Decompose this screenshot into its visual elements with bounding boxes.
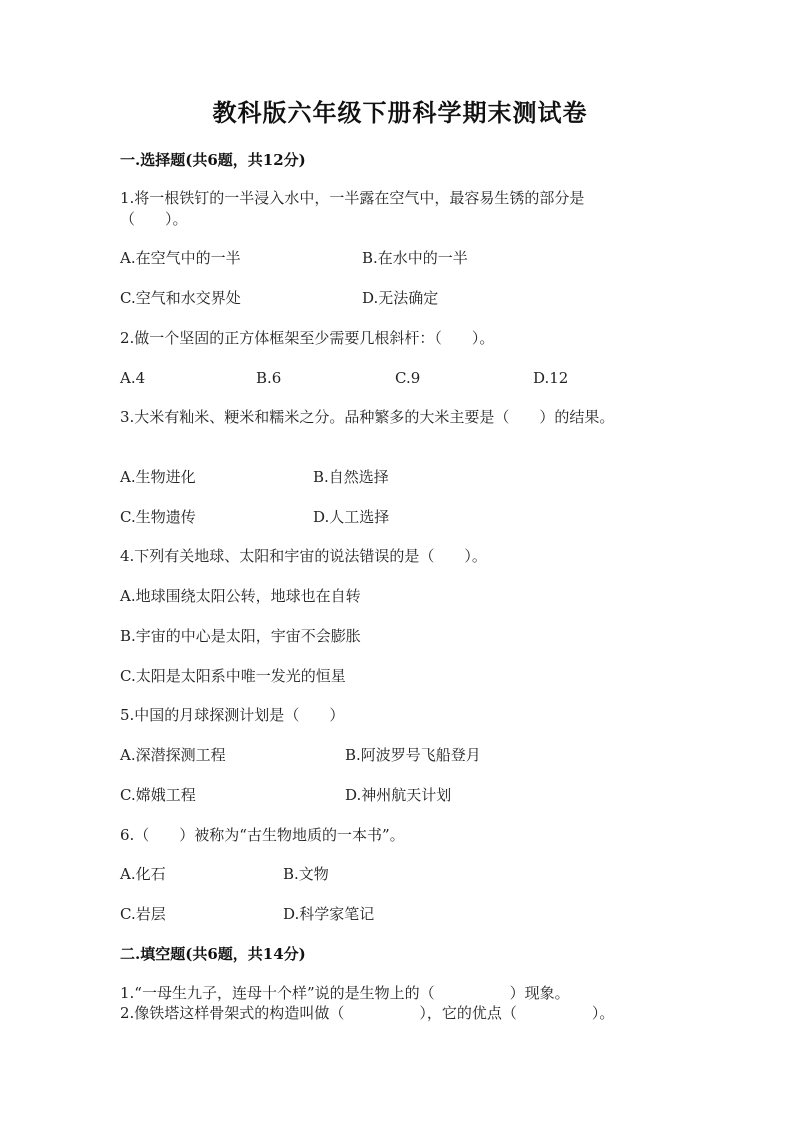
question-1-stem-cont: （ ）。: [120, 210, 188, 228]
question-3-option-b: B.自然选择: [313, 468, 389, 486]
question-1-option-b: B.在水中的一半: [362, 249, 468, 267]
question-5-option-a: A.深潜探测工程: [120, 746, 226, 764]
fill-question-1: 1.“一母生九子，连母十个样”说的是生物上的（ ）现象。: [120, 984, 570, 1002]
section-heading-fill-in: 二.填空题(共6题，共14分): [120, 945, 306, 963]
question-1-option-d: D.无法确定: [362, 289, 439, 307]
question-6-stem: 6.（ ）被称为“古生物地质的一本书”。: [120, 826, 405, 844]
question-1-option-a: A.在空气中的一半: [120, 249, 241, 267]
question-4-option-c: C.太阳是太阳系中唯一发光的恒星: [120, 667, 346, 685]
question-3-option-c: C.生物遗传: [120, 508, 196, 526]
question-5-stem: 5.中国的月球探测计划是（ ）: [120, 706, 345, 724]
question-2-option-d: D.12: [533, 369, 569, 387]
exam-title: 教科版六年级下册科学期末测试卷: [212, 98, 588, 127]
question-6-option-d: D.科学家笔记: [283, 905, 375, 923]
question-1-option-c: C.空气和水交界处: [120, 289, 241, 307]
question-6-option-c: C.岩层: [120, 905, 166, 923]
question-6-option-b: B.文物: [283, 865, 329, 883]
question-3-stem: 3.大米有籼米、粳米和糯米之分。品种繁多的大米主要是（ ）的结果。: [120, 408, 615, 426]
question-4-option-b: B.宇宙的中心是太阳，宇宙不会膨胀: [120, 627, 361, 645]
question-5-option-b: B.阿波罗号飞船登月: [345, 746, 481, 764]
question-5-option-c: C.嫦娥工程: [120, 786, 196, 804]
question-6-option-a: A.化石: [120, 865, 166, 883]
question-2-option-a: A.4: [120, 369, 146, 387]
question-1-stem: 1.将一根铁钉的一半浸入水中，一半露在空气中，最容易生锈的部分是: [120, 189, 585, 207]
question-3-option-d: D.人工选择: [313, 508, 390, 526]
question-2-option-c: C.9: [395, 369, 421, 387]
question-2-stem: 2.做一个坚固的正方体框架至少需要几根斜杆：（ ）。: [120, 329, 495, 347]
question-4-option-a: A.地球围绕太阳公转，地球也在自转: [120, 587, 361, 605]
question-5-option-d: D.神州航天计划: [345, 786, 452, 804]
question-4-stem: 4.下列有关地球、太阳和宇宙的说法错误的是（ ）。: [120, 547, 487, 565]
fill-question-2: 2.像铁塔这样骨架式的构造叫做（ ），它的优点（ ）。: [120, 1004, 615, 1022]
section-heading-multiple-choice: 一.选择题(共6题，共12分): [120, 151, 306, 169]
question-3-option-a: A.生物进化: [120, 468, 196, 486]
question-2-option-b: B.6: [256, 369, 282, 387]
